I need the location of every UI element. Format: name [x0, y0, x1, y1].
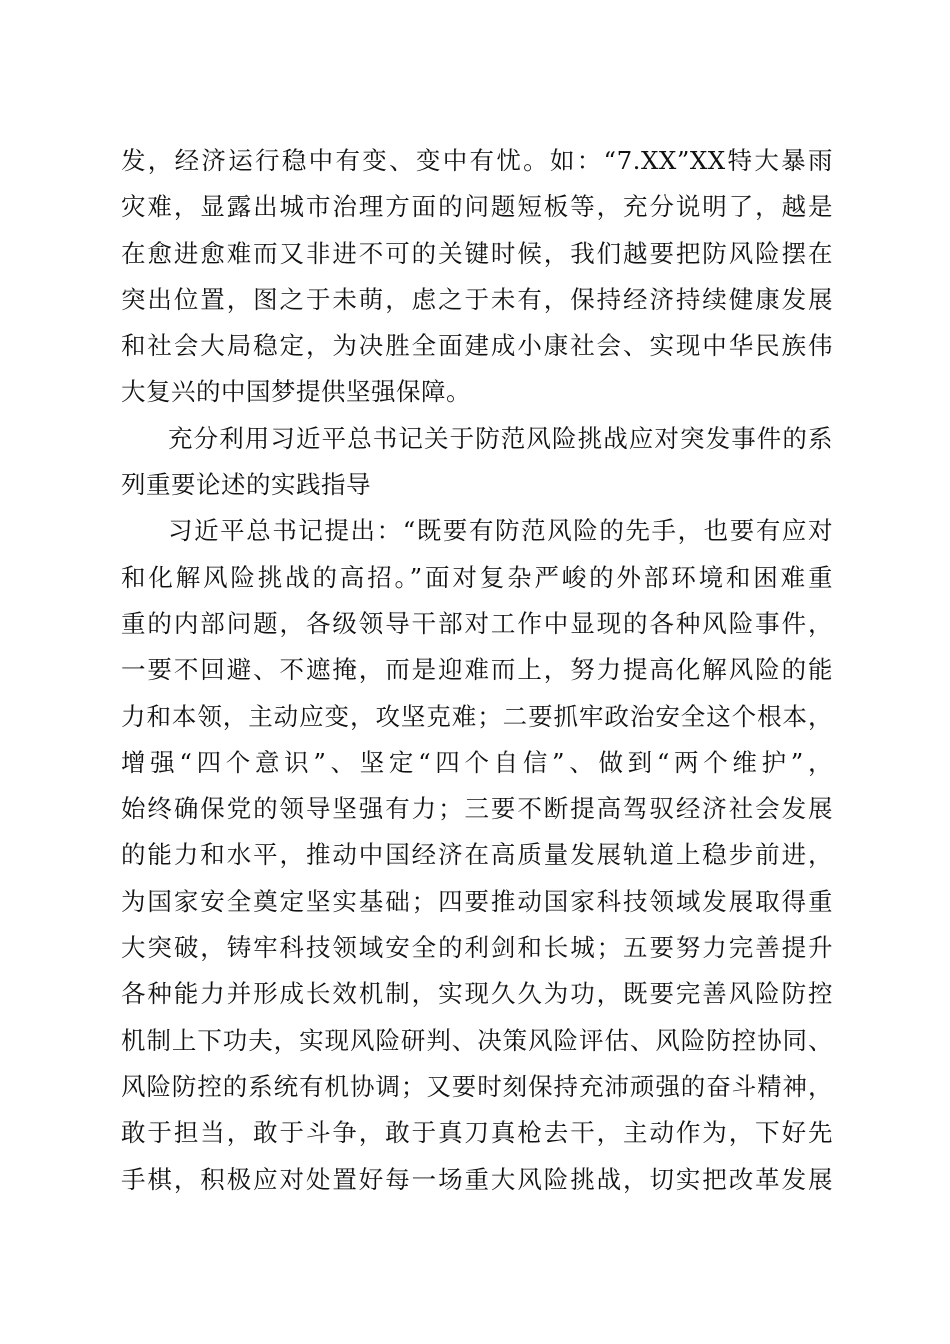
text-line: 和化解风险挑战的高招。”面对复杂严峻的外部环境和困难重	[121, 562, 833, 592]
text-line: 大复兴的中国梦提供坚强保障。	[121, 377, 471, 407]
text-line: 灾难，显露出城市治理方面的问题短板等，充分说明了，越是	[121, 192, 833, 222]
text-line: 风险防控的系统有机协调；又要时刻保持充沛顽强的奋斗精神，	[121, 1071, 833, 1101]
text-line: 和社会大局稳定，为决胜全面建成小康社会、实现中华民族伟	[121, 331, 833, 361]
text-line: 习近平总书记提出：“既要有防范风险的先手，也要有应对	[168, 516, 833, 546]
text-line: 发，经济运行稳中有变、变中有忧。如：“7.XX”XX特大暴雨	[121, 146, 833, 175]
text-line: 始终确保党的领导坚强有力；三要不断提高驾驭经济社会发展	[121, 794, 833, 824]
text-line: 突出位置，图之于未萌，虑之于未有，保持经济持续健康发展	[121, 284, 833, 314]
text-line: 在愈进愈难而又非进不可的关键时候，我们越要把防风险摆在	[121, 238, 833, 268]
section-heading-line: 充分利用习近平总书记关于防范风险挑战应对突发事件的系	[168, 423, 833, 453]
text-line: 重的内部问题，各级领导干部对工作中显现的各种风险事件，	[121, 608, 833, 638]
text-line: 各种能力并形成长效机制，实现久久为功，既要完善风险防控	[121, 979, 833, 1009]
text-line: 手棋，积极应对处置好每一场重大风险挑战，切实把改革发展	[121, 1164, 833, 1194]
text-line: 一要不回避、不遮掩，而是迎难而上，努力提高化解风险的能	[121, 655, 833, 685]
text-line: 机制上下功夫，实现风险研判、决策风险评估、风险防控协同、	[121, 1025, 833, 1055]
section-heading-line: 列重要论述的实践指导	[121, 470, 371, 500]
text-line: 增强“四个意识”、坚定“四个自信”、做到“两个维护”，	[121, 747, 833, 777]
text-line: 大突破，铸牢科技领域安全的利剑和长城；五要努力完善提升	[121, 933, 833, 963]
text-line: 力和本领，主动应变，攻坚克难；二要抓牢政治安全这个根本，	[121, 701, 833, 731]
text-line: 的能力和水平，推动中国经济在高质量发展轨道上稳步前进，	[121, 840, 833, 870]
body-text	[121, 138, 833, 1203]
text-line: 为国家安全奠定坚实基础；四要推动国家科技领域发展取得重	[121, 886, 833, 916]
text-line: 敢于担当，敢于斗争，敢于真刀真枪去干，主动作为，下好先	[121, 1118, 833, 1148]
